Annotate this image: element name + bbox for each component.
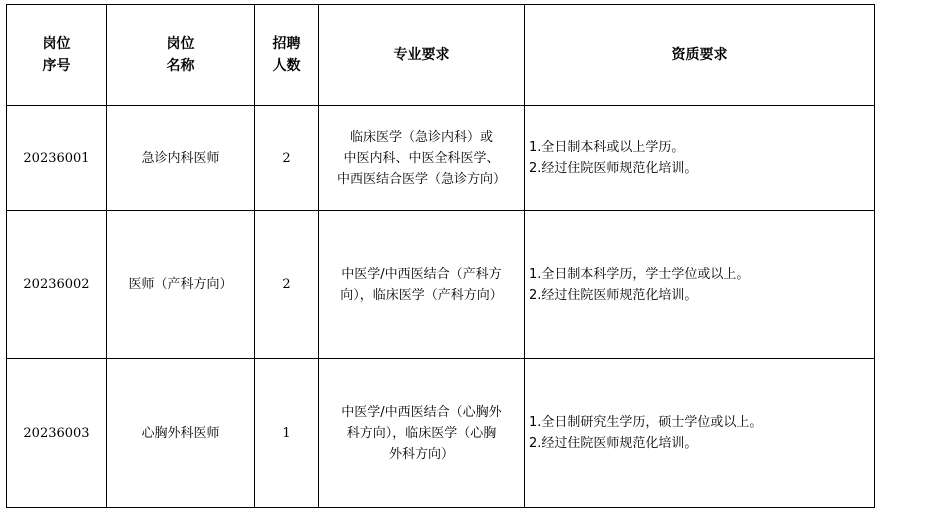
recruitment-table bbox=[6, 4, 875, 508]
major-requirement bbox=[319, 211, 525, 359]
recruit-count: 1 bbox=[255, 359, 319, 508]
position-title: 心胸外科医师 bbox=[107, 359, 255, 508]
recruit-count: 2 bbox=[255, 106, 319, 211]
qualification-line: 2.经过住院医师规范化培训。 bbox=[529, 161, 698, 176]
position-code: 20236001 bbox=[7, 106, 107, 211]
major-line: 科方向），临床医学（心胸 bbox=[346, 425, 497, 441]
header-position-name bbox=[107, 5, 255, 106]
table-row bbox=[7, 211, 875, 359]
header-text: 岗位 bbox=[42, 36, 71, 52]
qualification-line: 1.全日制研究生学历，硕士学位或以上。 bbox=[529, 415, 763, 430]
qualification-requirement bbox=[525, 106, 875, 211]
position-title: 医师（产科方向） bbox=[107, 211, 255, 359]
header-text: 名称 bbox=[166, 58, 195, 74]
header-qualification-requirement: 资质要求 bbox=[525, 5, 875, 106]
major-line: 向），临床医学（产科方向） bbox=[340, 287, 503, 303]
position-title: 急诊内科医师 bbox=[107, 106, 255, 211]
recruit-count: 2 bbox=[255, 211, 319, 359]
major-line: 中西医结合医学（急诊方向） bbox=[336, 171, 506, 187]
header-text: 招聘 bbox=[272, 36, 301, 52]
table-row bbox=[7, 359, 875, 508]
header-text: 人数 bbox=[272, 58, 301, 74]
header-position-number bbox=[7, 5, 107, 106]
qualification-requirement bbox=[525, 359, 875, 508]
qualification-requirement bbox=[525, 211, 875, 359]
qualification-line: 2.经过住院医师规范化培训。 bbox=[529, 436, 698, 451]
table-row bbox=[7, 106, 875, 211]
header-text: 岗位 bbox=[166, 36, 195, 52]
major-line: 中医学/中西医结合（心胸外 bbox=[341, 404, 502, 420]
position-code: 20236002 bbox=[7, 211, 107, 359]
major-requirement bbox=[319, 359, 525, 508]
table-header-row bbox=[7, 5, 875, 106]
major-line: 临床医学（急诊内科）或 bbox=[349, 129, 493, 145]
header-major-requirement: 专业要求 bbox=[319, 5, 525, 106]
position-code: 20236003 bbox=[7, 359, 107, 508]
qualification-line: 2.经过住院医师规范化培训。 bbox=[529, 287, 698, 303]
qualification-line: 1.全日制本科或以上学历。 bbox=[529, 140, 685, 155]
major-line: 外科方向） bbox=[388, 446, 454, 462]
major-line: 中医学/中西医结合（产科方 bbox=[341, 266, 502, 282]
header-recruit-count bbox=[255, 5, 319, 106]
header-text: 序号 bbox=[42, 58, 71, 74]
qualification-line: 1.全日制本科学历，学士学位或以上。 bbox=[529, 266, 750, 282]
major-requirement bbox=[319, 106, 525, 211]
major-line: 中医内科、中医全科医学、 bbox=[343, 150, 500, 166]
